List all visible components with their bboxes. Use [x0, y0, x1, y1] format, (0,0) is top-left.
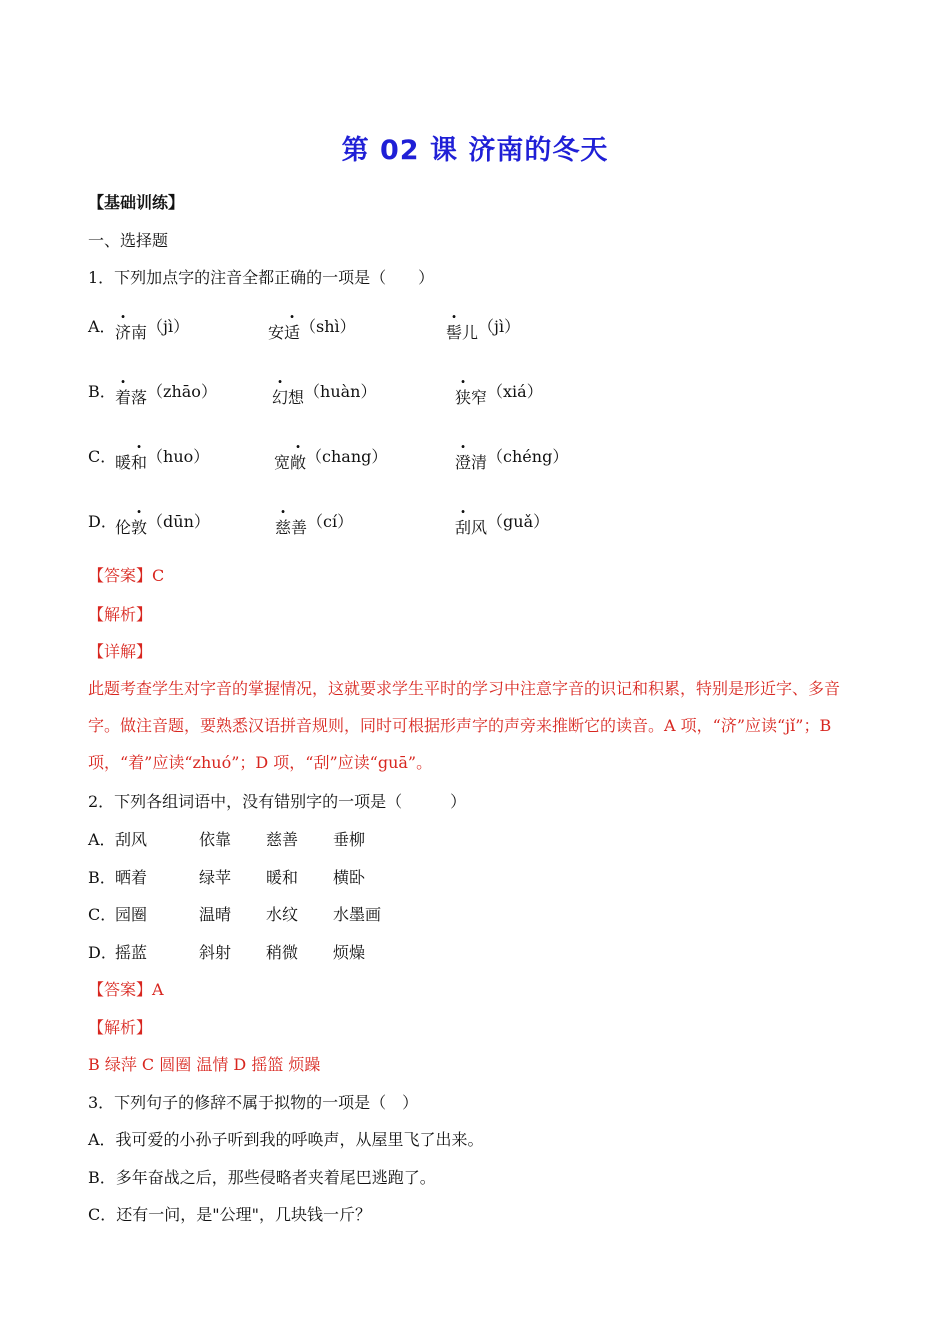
option-d-item-3: 刮风（guǎ）	[455, 512, 550, 537]
q2-option-a-letter: A．	[88, 830, 116, 849]
q2-word: 慈善	[266, 830, 299, 849]
option-b-item-3: 狭窄（xiá）	[455, 382, 543, 407]
question-1-detail: 此题考查学生对字音的掌握情况，这就要求学生平时的学习中注意字音的识记和积累，特别是形近字、多音字。做注音题，要熟悉汉语拼音规则，同时可根据形声字的声旁来推断它的读音。A 项，“济”应读“jǐ”；B 项，“着”应读“zhuó”；D 项，“刮”应读“guā”。	[88, 679, 841, 772]
option-c-item-1: 暖和（huo）	[115, 447, 210, 472]
option-a-item-1: 济南（jì）	[115, 317, 190, 342]
option-c-item-3: 澄清（chéng）	[455, 447, 569, 472]
emphasis-dot-char: 适	[284, 323, 301, 342]
option-d-item-2: 慈善（cí）	[275, 512, 354, 537]
q2-word: 温晴	[199, 905, 232, 924]
emphasis-dot-char: 敞	[290, 453, 307, 472]
question-3-stem: 3．下列句子的修辞不属于拟物的一项是（ ）	[88, 1093, 419, 1112]
q2-option-d-letter: D．	[88, 943, 117, 962]
q2-word: 绿苹	[199, 868, 232, 887]
option-c-item-2: 宽敞（chang）	[274, 447, 388, 472]
emphasis-dot-char: 髻	[446, 323, 463, 342]
emphasis-dot-char: 和	[131, 453, 148, 472]
option-d-item-1: 伦敦（dūn）	[115, 512, 210, 537]
q2-word: 水纹	[266, 905, 299, 924]
emphasis-dot-char: 着	[115, 388, 132, 407]
q2-word: 依靠	[199, 830, 232, 849]
question-1-answer: 【答案】C	[88, 566, 165, 585]
option-a-letter: A．	[88, 317, 116, 336]
q2-word: 烦燥	[333, 943, 366, 962]
question-2-stem: 2．下列各组词语中，没有错别字的一项是（ ）	[88, 792, 467, 811]
emphasis-dot-char: 狭	[455, 388, 472, 407]
q2-word: 水墨画	[333, 905, 382, 924]
q2-word: 刮风	[115, 830, 148, 849]
question-1-analysis-label: 【解析】	[88, 605, 153, 624]
question-3-option-b: B．多年奋战之后，那些侵略者夹着尾巴逃跑了。	[88, 1168, 436, 1187]
question-2-analysis-label: 【解析】	[88, 1018, 153, 1037]
page-title: 第 02 课 济南的冬天	[341, 135, 609, 166]
question-1-detail-label: 【详解】	[88, 642, 153, 661]
emphasis-dot-char: 敦	[131, 518, 148, 537]
emphasis-dot-char: 澄	[455, 453, 472, 472]
option-a-item-2: 安适（shì）	[268, 317, 356, 342]
q2-option-c-letter: C．	[88, 905, 117, 924]
question-3-option-a: A．我可爱的小孙子听到我的呼唤声，从屋里飞了出来。	[88, 1130, 484, 1149]
option-c-letter: C．	[88, 447, 117, 466]
emphasis-dot-char: 济	[115, 323, 132, 342]
q2-word: 斜射	[199, 943, 232, 962]
q2-option-b-letter: B．	[88, 868, 116, 887]
q2-word: 晒着	[115, 868, 148, 887]
option-a-item-3: 髻儿（jì）	[446, 317, 521, 342]
emphasis-dot-char: 幻	[272, 388, 289, 407]
q2-word: 稍微	[266, 943, 299, 962]
q2-word: 暖和	[266, 868, 299, 887]
emphasis-dot-char: 刮	[455, 518, 472, 537]
question-3-option-c: C．还有一问，是"公理"，几块钱一斤？	[88, 1205, 371, 1224]
q2-word: 园圈	[115, 905, 148, 924]
emphasis-dot-char: 慈	[275, 518, 292, 537]
q2-word: 横卧	[333, 868, 366, 887]
question-2-analysis: B 绿萍 C 圆圈 温情 D 摇篮 烦躁	[88, 1055, 321, 1074]
option-b-item-2: 幻想（huàn）	[272, 382, 377, 407]
part-heading: 一、选择题	[88, 231, 169, 250]
section-heading: 【基础训练】	[88, 193, 185, 212]
question-1-stem: 1．下列加点字的注音全都正确的一项是（ ）	[88, 268, 435, 287]
option-b-item-1: 着落（zhāo）	[115, 382, 217, 407]
question-2-answer: 【答案】A	[88, 980, 164, 999]
q2-word: 垂柳	[333, 830, 366, 849]
option-d-letter: D．	[88, 512, 117, 531]
option-b-letter: B．	[88, 382, 116, 401]
q2-word: 摇蓝	[115, 943, 148, 962]
